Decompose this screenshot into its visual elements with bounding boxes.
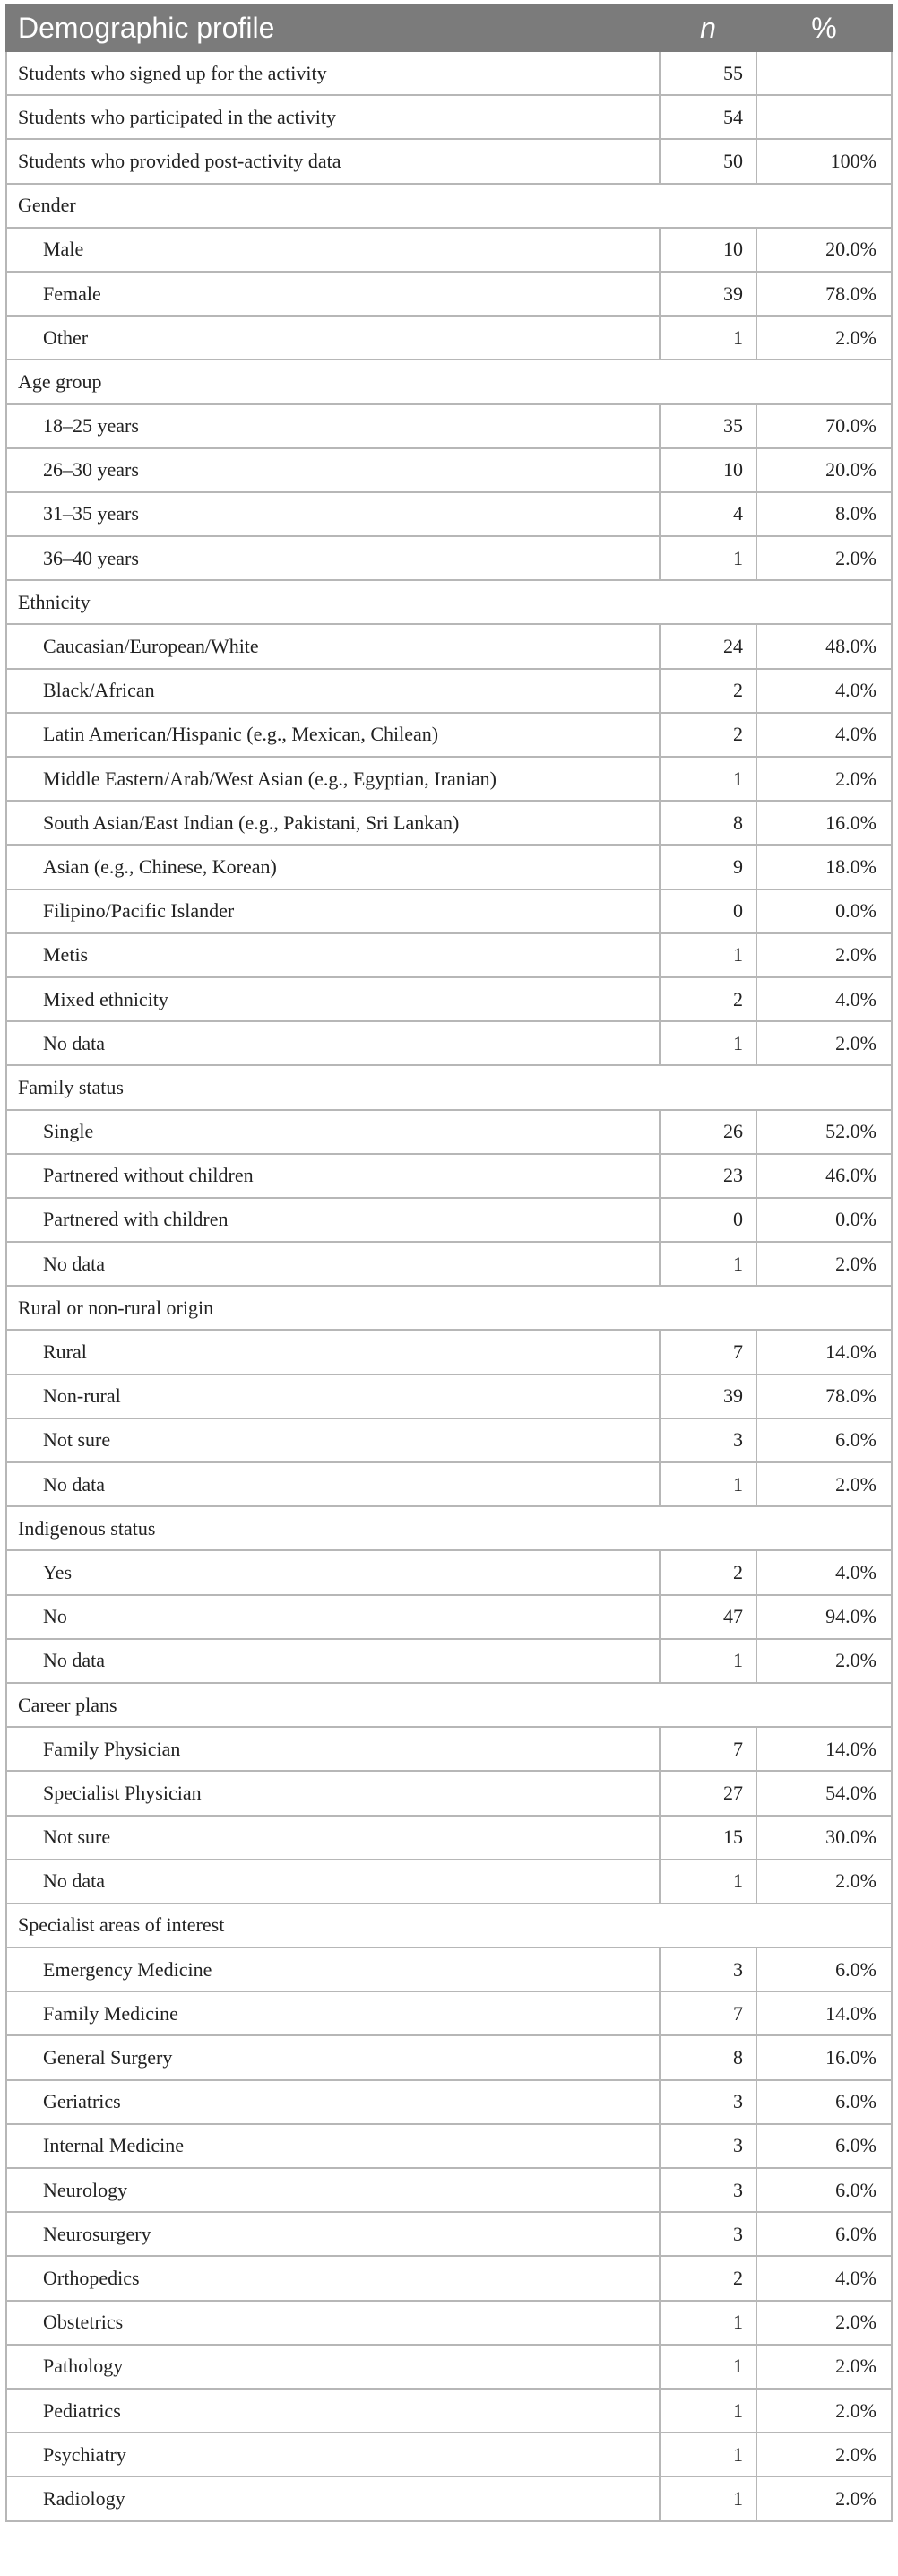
table-row bbox=[6, 2080, 892, 2124]
row-count: 1 bbox=[660, 933, 756, 977]
section-header-row bbox=[6, 580, 892, 624]
row-percent: 2.0% bbox=[756, 757, 892, 801]
row-label: Asian (e.g., Chinese, Korean) bbox=[6, 845, 660, 889]
row-label: Female bbox=[6, 272, 660, 316]
table-row bbox=[6, 1991, 892, 2035]
row-count: 8 bbox=[660, 801, 756, 845]
table-row bbox=[6, 845, 892, 889]
row-percent: 14.0% bbox=[756, 1991, 892, 2035]
row-label: 18–25 years bbox=[6, 404, 660, 448]
section-label: Ethnicity bbox=[6, 580, 892, 624]
row-label: Pediatrics bbox=[6, 2389, 660, 2433]
row-count: 35 bbox=[660, 404, 756, 448]
row-label: Internal Medicine bbox=[6, 2124, 660, 2168]
row-count: 1 bbox=[660, 2476, 756, 2520]
row-percent: 6.0% bbox=[756, 2124, 892, 2168]
row-count: 3 bbox=[660, 2168, 756, 2212]
row-percent: 2.0% bbox=[756, 1639, 892, 1683]
header-row bbox=[6, 5, 892, 51]
row-count: 55 bbox=[660, 51, 756, 95]
row-label: Specialist Physician bbox=[6, 1771, 660, 1815]
row-percent: 70.0% bbox=[756, 404, 892, 448]
row-count: 2 bbox=[660, 713, 756, 757]
table-row bbox=[6, 228, 892, 272]
row-count: 7 bbox=[660, 1991, 756, 2035]
table-row bbox=[6, 889, 892, 933]
row-count: 50 bbox=[660, 139, 756, 183]
row-label: No data bbox=[6, 1639, 660, 1683]
row-label: Neurology bbox=[6, 2168, 660, 2212]
row-label: Metis bbox=[6, 933, 660, 977]
row-count: 54 bbox=[660, 95, 756, 139]
row-count: 23 bbox=[660, 1154, 756, 1198]
table-row bbox=[6, 1242, 892, 1286]
row-percent: 2.0% bbox=[756, 1021, 892, 1065]
row-label: Orthopedics bbox=[6, 2256, 660, 2300]
row-count: 2 bbox=[660, 977, 756, 1021]
row-label: 31–35 years bbox=[6, 492, 660, 536]
table-row bbox=[6, 2035, 892, 2079]
table-row bbox=[6, 139, 892, 183]
table-row bbox=[6, 2301, 892, 2345]
row-count: 0 bbox=[660, 889, 756, 933]
table-row bbox=[6, 492, 892, 536]
row-percent bbox=[756, 95, 892, 139]
table-row bbox=[6, 1418, 892, 1462]
row-percent: 2.0% bbox=[756, 1860, 892, 1904]
demographic-profile-table bbox=[5, 4, 893, 2522]
section-label: Specialist areas of interest bbox=[6, 1904, 892, 1947]
row-label: Yes bbox=[6, 1550, 660, 1594]
row-count: 1 bbox=[660, 1242, 756, 1286]
row-percent: 16.0% bbox=[756, 801, 892, 845]
row-percent: 54.0% bbox=[756, 1771, 892, 1815]
row-label: Neurosurgery bbox=[6, 2212, 660, 2256]
row-count: 3 bbox=[660, 2212, 756, 2256]
table-row bbox=[6, 51, 892, 95]
row-percent bbox=[756, 51, 892, 95]
row-count: 2 bbox=[660, 669, 756, 713]
row-count: 24 bbox=[660, 624, 756, 668]
row-label: No data bbox=[6, 1462, 660, 1506]
row-percent: 100% bbox=[756, 139, 892, 183]
section-label: Indigenous status bbox=[6, 1506, 892, 1550]
row-count: 9 bbox=[660, 845, 756, 889]
row-count: 3 bbox=[660, 1947, 756, 1991]
table-row bbox=[6, 404, 892, 448]
row-percent: 6.0% bbox=[756, 1418, 892, 1462]
row-label: No data bbox=[6, 1021, 660, 1065]
row-percent: 4.0% bbox=[756, 1550, 892, 1594]
row-count: 4 bbox=[660, 492, 756, 536]
row-label: Emergency Medicine bbox=[6, 1947, 660, 1991]
row-percent: 94.0% bbox=[756, 1595, 892, 1639]
row-percent: 6.0% bbox=[756, 2080, 892, 2124]
section-label: Age group bbox=[6, 360, 892, 403]
row-percent: 0.0% bbox=[756, 1198, 892, 1242]
row-percent: 78.0% bbox=[756, 272, 892, 316]
row-label: No data bbox=[6, 1242, 660, 1286]
section-header-row bbox=[6, 360, 892, 403]
section-header-row bbox=[6, 1904, 892, 1947]
table-row bbox=[6, 1330, 892, 1374]
section-label: Career plans bbox=[6, 1683, 892, 1727]
table-row bbox=[6, 95, 892, 139]
row-label: General Surgery bbox=[6, 2035, 660, 2079]
row-count: 8 bbox=[660, 2035, 756, 2079]
row-label: Students who provided post-activity data bbox=[6, 139, 660, 183]
row-percent: 52.0% bbox=[756, 1110, 892, 1154]
row-count: 39 bbox=[660, 272, 756, 316]
table-row bbox=[6, 536, 892, 580]
table-row bbox=[6, 1639, 892, 1683]
row-percent: 2.0% bbox=[756, 2345, 892, 2389]
section-header-row bbox=[6, 1286, 892, 1330]
table-row bbox=[6, 2389, 892, 2433]
row-label: Pathology bbox=[6, 2345, 660, 2389]
row-label: Other bbox=[6, 316, 660, 360]
row-count: 3 bbox=[660, 2080, 756, 2124]
row-percent: 2.0% bbox=[756, 2389, 892, 2433]
row-percent: 20.0% bbox=[756, 228, 892, 272]
row-label: Not sure bbox=[6, 1418, 660, 1462]
row-percent: 14.0% bbox=[756, 1727, 892, 1771]
section-label: Gender bbox=[6, 184, 892, 228]
table-row bbox=[6, 448, 892, 492]
row-count: 1 bbox=[660, 1860, 756, 1904]
row-label: Partnered with children bbox=[6, 1198, 660, 1242]
table-row bbox=[6, 1110, 892, 1154]
table-row bbox=[6, 669, 892, 713]
row-label: Mixed ethnicity bbox=[6, 977, 660, 1021]
table-row bbox=[6, 1595, 892, 1639]
row-percent: 2.0% bbox=[756, 933, 892, 977]
row-label: South Asian/East Indian (e.g., Pakistani, Sri Lankan) bbox=[6, 801, 660, 845]
table-row bbox=[6, 1860, 892, 1904]
row-count: 1 bbox=[660, 1462, 756, 1506]
row-label: 36–40 years bbox=[6, 536, 660, 580]
row-label: Students who participated in the activity bbox=[6, 95, 660, 139]
row-percent: 2.0% bbox=[756, 2433, 892, 2476]
row-label: No data bbox=[6, 1860, 660, 1904]
table-row bbox=[6, 977, 892, 1021]
table-row bbox=[6, 1375, 892, 1418]
row-label: 26–30 years bbox=[6, 448, 660, 492]
row-count: 1 bbox=[660, 757, 756, 801]
table-row bbox=[6, 1462, 892, 1506]
row-percent: 4.0% bbox=[756, 669, 892, 713]
row-label: Middle Eastern/Arab/West Asian (e.g., Egyptian, Iranian) bbox=[6, 757, 660, 801]
row-percent: 8.0% bbox=[756, 492, 892, 536]
row-count: 1 bbox=[660, 1639, 756, 1683]
row-label: Geriatrics bbox=[6, 2080, 660, 2124]
section-label: Family status bbox=[6, 1065, 892, 1109]
row-percent: 2.0% bbox=[756, 316, 892, 360]
row-count: 1 bbox=[660, 2345, 756, 2389]
row-percent: 48.0% bbox=[756, 624, 892, 668]
table-row bbox=[6, 1198, 892, 1242]
table-row bbox=[6, 1816, 892, 1860]
table-header bbox=[6, 5, 892, 51]
row-percent: 0.0% bbox=[756, 889, 892, 933]
row-count: 10 bbox=[660, 228, 756, 272]
row-percent: 2.0% bbox=[756, 2301, 892, 2345]
row-percent: 6.0% bbox=[756, 2212, 892, 2256]
row-percent: 14.0% bbox=[756, 1330, 892, 1374]
row-percent: 16.0% bbox=[756, 2035, 892, 2079]
row-percent: 2.0% bbox=[756, 1462, 892, 1506]
row-percent: 4.0% bbox=[756, 2256, 892, 2300]
row-label: Caucasian/European/White bbox=[6, 624, 660, 668]
row-count: 0 bbox=[660, 1198, 756, 1242]
table-row bbox=[6, 2345, 892, 2389]
row-count: 3 bbox=[660, 2124, 756, 2168]
table-row bbox=[6, 2433, 892, 2476]
row-count: 10 bbox=[660, 448, 756, 492]
row-percent: 78.0% bbox=[756, 1375, 892, 1418]
section-label: Rural or non-rural origin bbox=[6, 1286, 892, 1330]
row-count: 1 bbox=[660, 1021, 756, 1065]
row-label: Partnered without children bbox=[6, 1154, 660, 1198]
table-row bbox=[6, 1021, 892, 1065]
row-count: 3 bbox=[660, 1418, 756, 1462]
table-row bbox=[6, 1947, 892, 1991]
header-n: n bbox=[660, 5, 756, 51]
table-row bbox=[6, 272, 892, 316]
row-count: 2 bbox=[660, 1550, 756, 1594]
table-row bbox=[6, 624, 892, 668]
row-count: 27 bbox=[660, 1771, 756, 1815]
row-count: 1 bbox=[660, 2301, 756, 2345]
row-percent: 20.0% bbox=[756, 448, 892, 492]
row-label: Non-rural bbox=[6, 1375, 660, 1418]
table-body bbox=[6, 51, 892, 2521]
header-percent: % bbox=[756, 5, 892, 51]
row-label: Black/African bbox=[6, 669, 660, 713]
row-percent: 46.0% bbox=[756, 1154, 892, 1198]
table-row bbox=[6, 713, 892, 757]
section-header-row bbox=[6, 1065, 892, 1109]
table-row bbox=[6, 933, 892, 977]
row-count: 15 bbox=[660, 1816, 756, 1860]
table-row bbox=[6, 1550, 892, 1594]
row-percent: 18.0% bbox=[756, 845, 892, 889]
row-label: Students who signed up for the activity bbox=[6, 51, 660, 95]
row-percent: 6.0% bbox=[756, 1947, 892, 1991]
row-count: 1 bbox=[660, 536, 756, 580]
row-label: Not sure bbox=[6, 1816, 660, 1860]
row-count: 39 bbox=[660, 1375, 756, 1418]
row-label: Family Medicine bbox=[6, 1991, 660, 2035]
row-percent: 2.0% bbox=[756, 536, 892, 580]
table-row bbox=[6, 1771, 892, 1815]
table-row bbox=[6, 1154, 892, 1198]
row-label: Rural bbox=[6, 1330, 660, 1374]
row-count: 26 bbox=[660, 1110, 756, 1154]
row-count: 1 bbox=[660, 316, 756, 360]
row-count: 7 bbox=[660, 1330, 756, 1374]
row-label: Male bbox=[6, 228, 660, 272]
row-label: Psychiatry bbox=[6, 2433, 660, 2476]
row-percent: 2.0% bbox=[756, 1242, 892, 1286]
table-row bbox=[6, 2212, 892, 2256]
row-label: Latin American/Hispanic (e.g., Mexican, Chilean) bbox=[6, 713, 660, 757]
row-percent: 2.0% bbox=[756, 2476, 892, 2520]
table-row bbox=[6, 2124, 892, 2168]
row-percent: 6.0% bbox=[756, 2168, 892, 2212]
row-label: Single bbox=[6, 1110, 660, 1154]
row-count: 47 bbox=[660, 1595, 756, 1639]
row-label: No bbox=[6, 1595, 660, 1639]
table-row bbox=[6, 2476, 892, 2520]
header-demographic-profile: Demographic profile bbox=[6, 5, 660, 51]
row-label: Family Physician bbox=[6, 1727, 660, 1771]
section-header-row bbox=[6, 1506, 892, 1550]
table-row bbox=[6, 316, 892, 360]
row-count: 2 bbox=[660, 2256, 756, 2300]
table-row bbox=[6, 2256, 892, 2300]
section-header-row bbox=[6, 184, 892, 228]
row-count: 7 bbox=[660, 1727, 756, 1771]
row-percent: 4.0% bbox=[756, 713, 892, 757]
row-label: Filipino/Pacific Islander bbox=[6, 889, 660, 933]
table-row bbox=[6, 757, 892, 801]
row-label: Radiology bbox=[6, 2476, 660, 2520]
section-header-row bbox=[6, 1683, 892, 1727]
table-row bbox=[6, 801, 892, 845]
row-label: Obstetrics bbox=[6, 2301, 660, 2345]
row-count: 1 bbox=[660, 2389, 756, 2433]
row-percent: 4.0% bbox=[756, 977, 892, 1021]
table-row bbox=[6, 1727, 892, 1771]
table-row bbox=[6, 2168, 892, 2212]
row-percent: 30.0% bbox=[756, 1816, 892, 1860]
row-count: 1 bbox=[660, 2433, 756, 2476]
